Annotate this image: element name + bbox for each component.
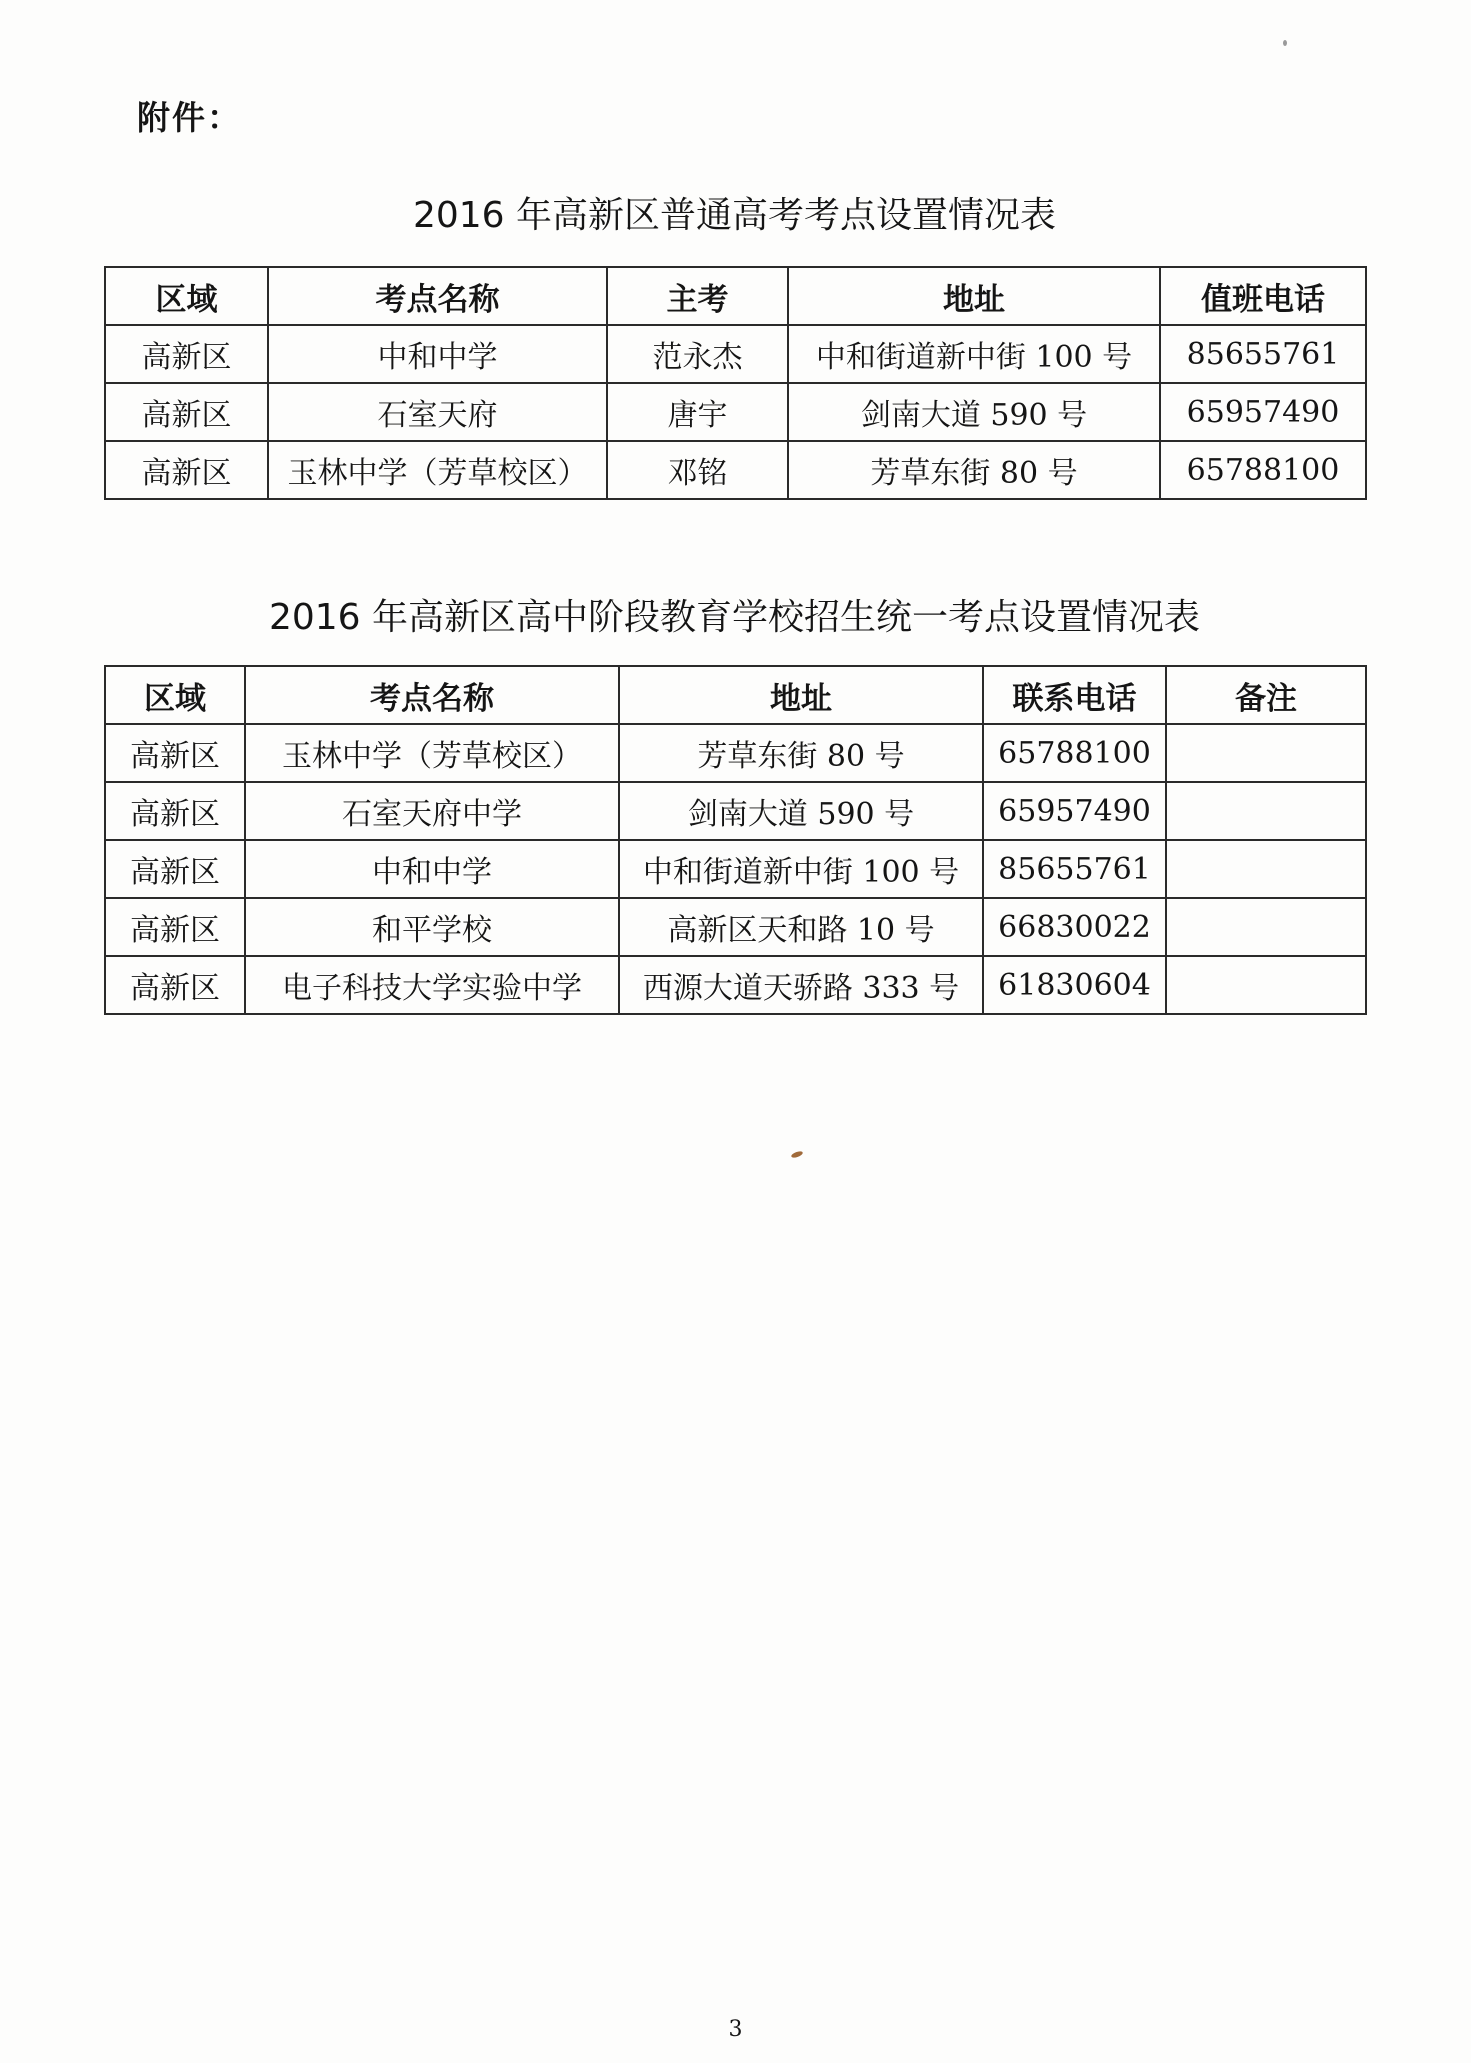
table-cell: 范永杰	[607, 325, 788, 383]
table-cell: 石室天府中学	[245, 782, 619, 840]
admission-exam-sites-table	[104, 665, 1367, 1015]
table-cell: 中和中学	[268, 325, 607, 383]
attachment-label: 附件：	[137, 98, 242, 137]
table-cell: 65788100	[983, 724, 1166, 782]
column-header: 备注	[1166, 666, 1366, 724]
table-cell: 玉林中学（芳草校区）	[245, 724, 619, 782]
scan-speck	[1283, 40, 1287, 46]
table-cell: 65788100	[1160, 441, 1366, 499]
table-row	[105, 724, 1366, 782]
table-cell: 芳草东街 80 号	[788, 441, 1160, 499]
table-cell: 中和中学	[245, 840, 619, 898]
table-cell: 电子科技大学实验中学	[245, 956, 619, 1014]
table-cell: 高新区	[105, 782, 245, 840]
table-cell: 剑南大道 590 号	[788, 383, 1160, 441]
table-cell: 85655761	[983, 840, 1166, 898]
table-cell	[1166, 956, 1366, 1014]
table-cell: 65957490	[983, 782, 1166, 840]
table-cell: 邓铭	[607, 441, 788, 499]
table-cell: 高新区	[105, 383, 268, 441]
table-cell: 高新区	[105, 840, 245, 898]
table-cell: 中和街道新中街 100 号	[788, 325, 1160, 383]
table-1-title: 2016 年高新区普通高考考点设置情况表	[412, 195, 1057, 236]
column-header: 区域	[105, 666, 245, 724]
column-header: 主考	[607, 267, 788, 325]
column-header: 考点名称	[268, 267, 607, 325]
table-row	[105, 441, 1366, 499]
table-cell: 剑南大道 590 号	[619, 782, 983, 840]
column-header: 考点名称	[245, 666, 619, 724]
scan-speck	[791, 1150, 804, 1159]
table-row	[105, 782, 1366, 840]
table-cell	[1166, 782, 1366, 840]
table-row	[105, 383, 1366, 441]
table-cell: 高新区	[105, 956, 245, 1014]
table-cell: 玉林中学（芳草校区）	[268, 441, 607, 499]
table-cell: 高新区	[105, 898, 245, 956]
table-row	[105, 840, 1366, 898]
table-cell: 石室天府	[268, 383, 607, 441]
column-header: 地址	[619, 666, 983, 724]
page-number: 3	[728, 2017, 743, 2042]
table-cell: 西源大道天骄路 333 号	[619, 956, 983, 1014]
column-header: 联系电话	[983, 666, 1166, 724]
table-cell: 高新区	[105, 325, 268, 383]
table-cell: 和平学校	[245, 898, 619, 956]
table-cell	[1166, 724, 1366, 782]
table-cell: 65957490	[1160, 383, 1366, 441]
table-cell: 高新区	[105, 441, 268, 499]
table-cell: 85655761	[1160, 325, 1366, 383]
table-cell	[1166, 898, 1366, 956]
table-cell: 中和街道新中街 100 号	[619, 840, 983, 898]
exam-sites-table	[104, 266, 1367, 500]
table-cell: 61830604	[983, 956, 1166, 1014]
table-cell	[1166, 840, 1366, 898]
table-row	[105, 325, 1366, 383]
table-row	[105, 956, 1366, 1014]
table-header-row	[105, 267, 1366, 325]
table-header-row	[105, 666, 1366, 724]
table-cell: 芳草东街 80 号	[619, 724, 983, 782]
column-header: 区域	[105, 267, 268, 325]
table-cell: 高新区天和路 10 号	[619, 898, 983, 956]
column-header: 值班电话	[1160, 267, 1366, 325]
table-2-title: 2016 年高新区高中阶段教育学校招生统一考点设置情况表	[268, 597, 1201, 638]
column-header: 地址	[788, 267, 1160, 325]
table-cell: 高新区	[105, 724, 245, 782]
table-row	[105, 898, 1366, 956]
table-cell: 唐宇	[607, 383, 788, 441]
table-cell: 66830022	[983, 898, 1166, 956]
